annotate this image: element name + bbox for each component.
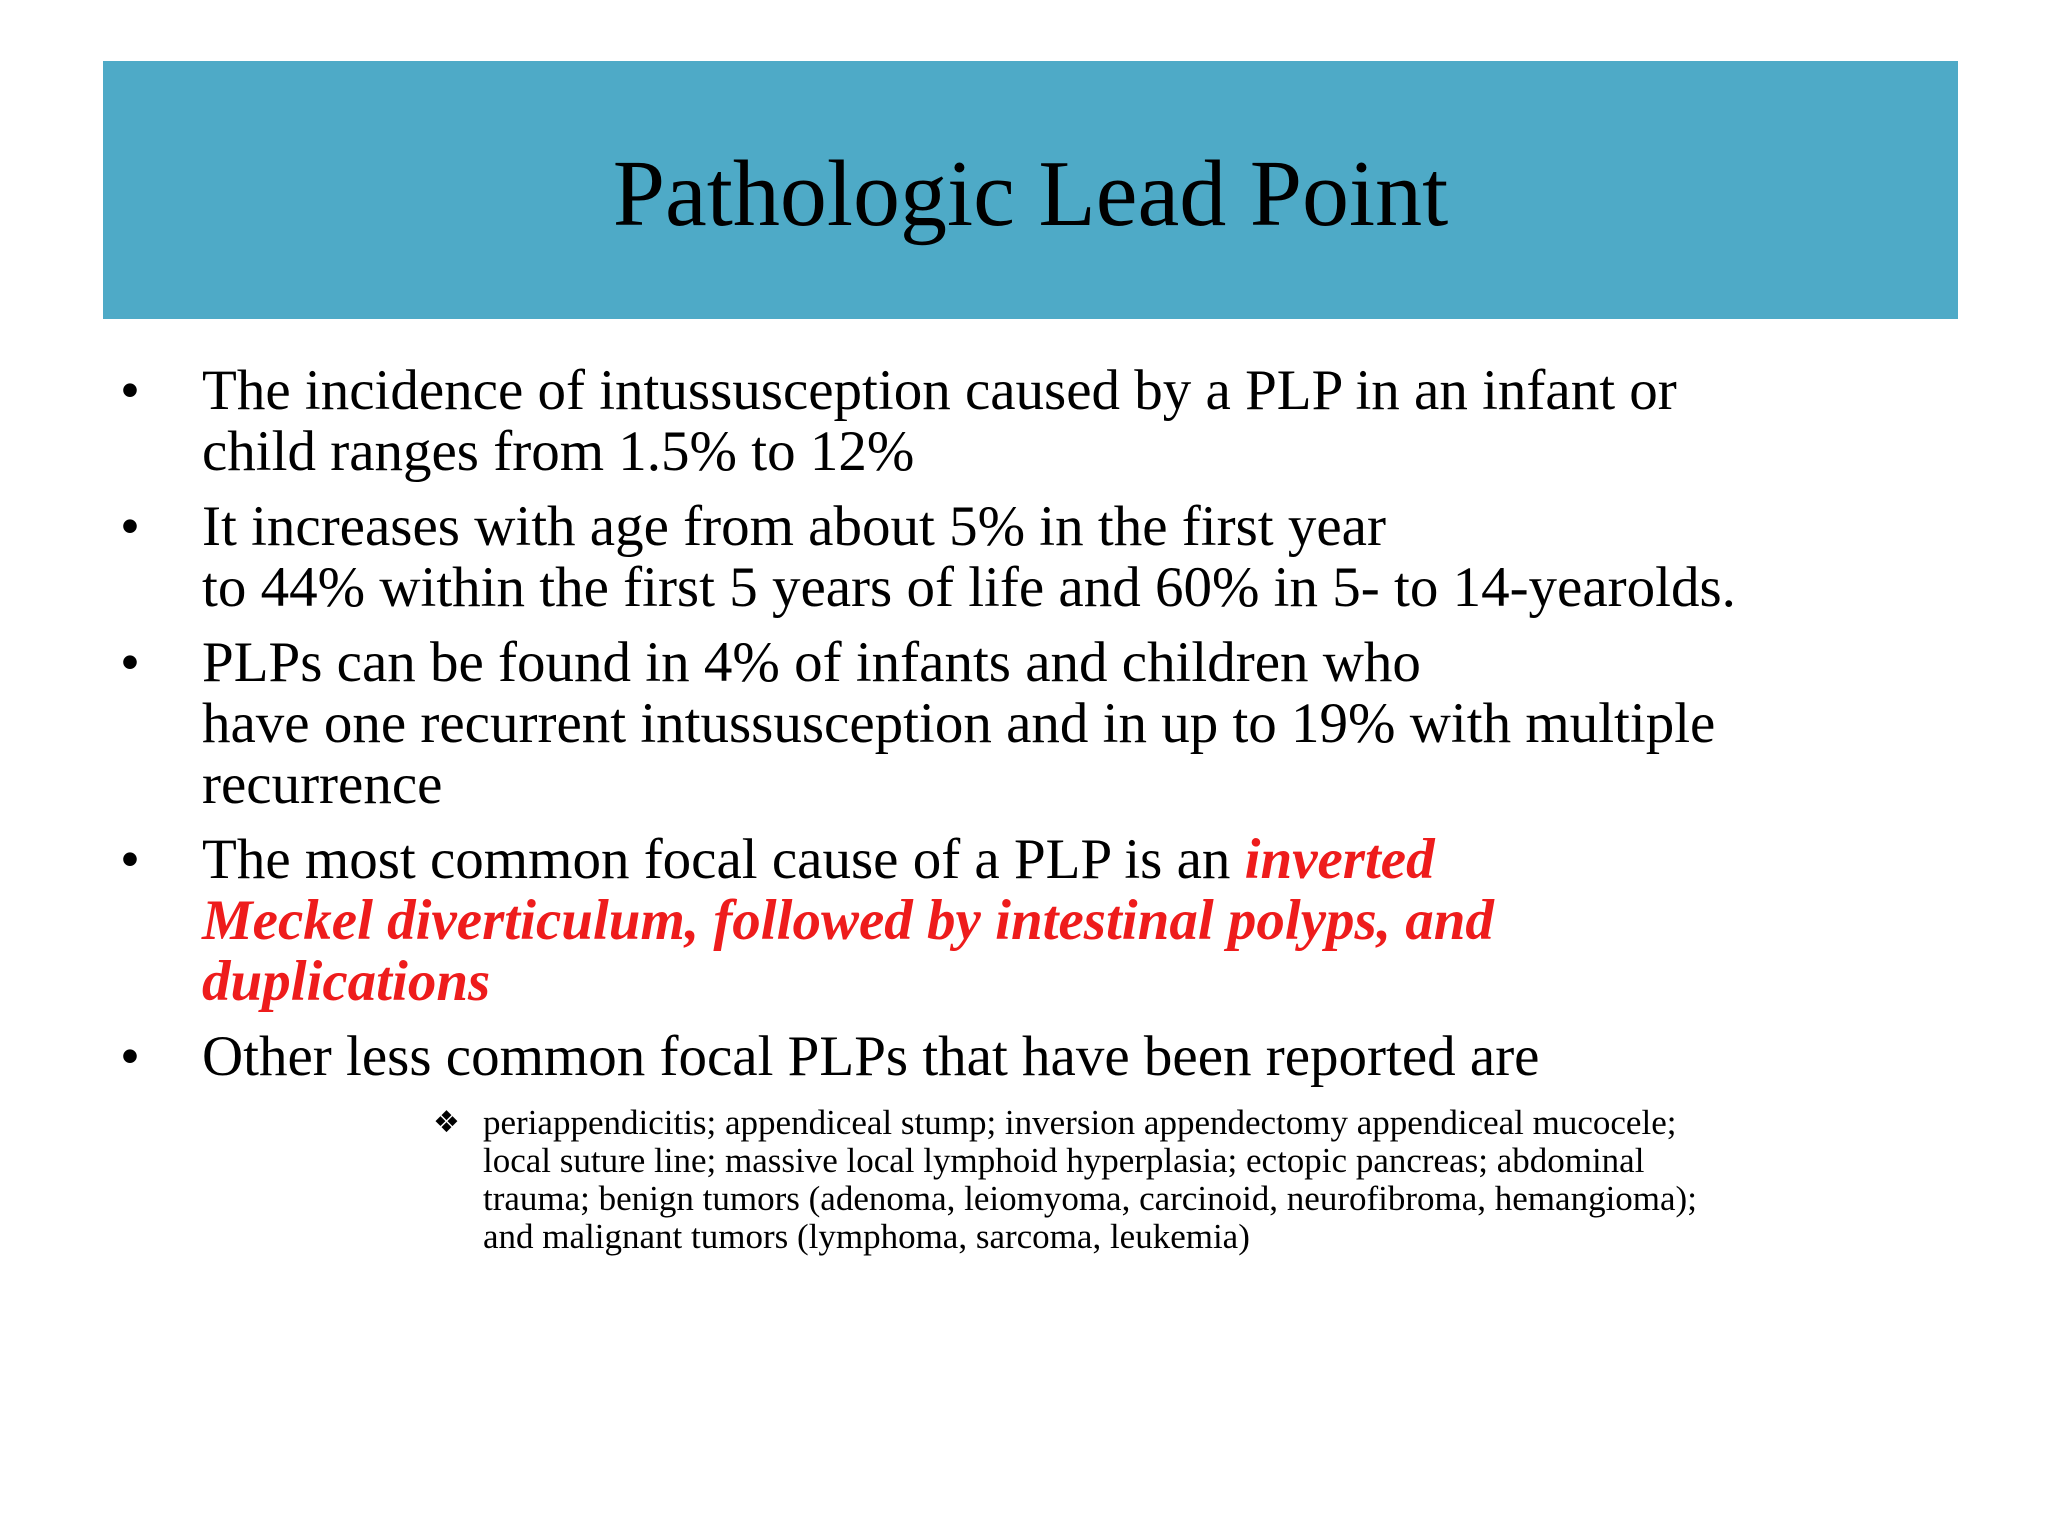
bullet-marker: • [120, 1025, 140, 1088]
sub-bullet-text-line: local suture line; massive local lymphoid hyperplasia; ectopic pancreas; abdominal [483, 1141, 1645, 1180]
bullet-text-line: It increases with age from about 5% in the first year [202, 495, 1386, 558]
bullet-text-plain: The most common focal cause of a PLP is an [202, 828, 1245, 891]
highlighted-text: inverted [1244, 828, 1435, 891]
bullet-marker: • [120, 631, 140, 694]
diamond-bullet-icon: ❖ [433, 1105, 460, 1140]
bullet-text-line: child ranges from 1.5% to 12% [202, 420, 915, 483]
sub-bullet-text-line: periappendicitis; appendiceal stump; inversion appendectomy appendiceal mucocele; [483, 1103, 1677, 1142]
bullet-text-line: recurrence [202, 753, 443, 816]
highlighted-text-line: duplications [202, 950, 491, 1013]
sub-bullet [433, 1104, 2003, 1256]
bullet-text-line: to 44% within the first 5 years of life and 60% in 5- to 14-yearolds. [202, 556, 1736, 619]
bullet-marker: • [120, 359, 140, 422]
bullet-item-2 [120, 496, 1920, 618]
bullet-item-1 [120, 360, 1920, 482]
bullet-list [120, 360, 1920, 1101]
bullet-item-4 [120, 829, 1920, 1012]
bullet-text-line: The incidence of intussusception caused by a PLP in an infant or [202, 359, 1677, 422]
bullet-text-line [202, 829, 1920, 890]
sub-bullet-text-line: and malignant tumors (lymphoma, sarcoma, leukemia) [483, 1217, 1250, 1256]
highlighted-text-line: Meckel diverticulum, followed by intestinal polyps, and [202, 889, 1494, 952]
title-band [103, 61, 1958, 319]
bullet-text-line: Other less common focal PLPs that have been reported are [202, 1025, 1540, 1088]
slide-title: Pathologic Lead Point [612, 142, 1449, 246]
bullet-text-line: PLPs can be found in 4% of infants and children who [202, 631, 1421, 694]
bullet-marker: • [120, 828, 140, 891]
bullet-item-3 [120, 632, 1920, 815]
bullet-text-line: have one recurrent intussusception and in up to 19% with multiple [202, 692, 1716, 755]
sub-bullet-text-line: trauma; benign tumors (adenoma, leiomyoma, carcinoid, neurofibroma, hemangioma); [483, 1179, 1697, 1218]
bullet-marker: • [120, 495, 140, 558]
bullet-item-5 [120, 1026, 1920, 1087]
